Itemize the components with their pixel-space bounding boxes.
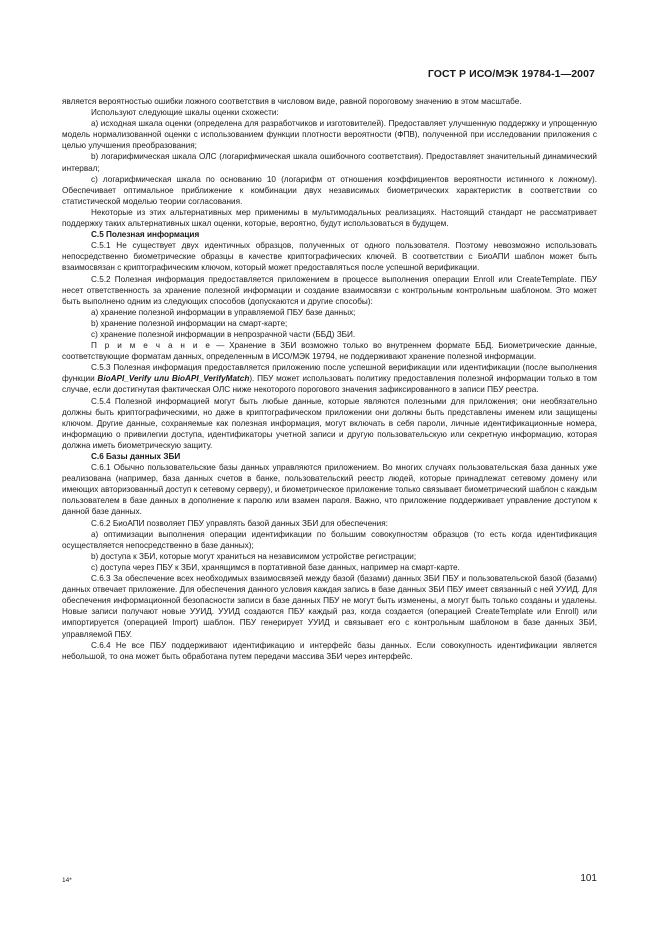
paragraph: С.5.4 Полезной информацией могут быть любые данные, которые являются полезными для приложения; они необязательно должны быть криптографическими, но даже в криптографическом приложении они должны быть представлены именем или защищены ключом. Другие данные, сохраняемые как полезная информация, могут включать в себя пароли, личные идентификационные номера, информацию о привилегии доступа, идентификаторы учетной записи и другую пользовательскую или секретную информацию, которая должна иметь биометрическую защиту.: [62, 396, 597, 450]
note-label: П р и м е ч а н и е: [91, 341, 212, 351]
paragraph: С.6.2 БиоАПИ позволяет ПБУ управлять базой данных ЗБИ для обеспечения:: [91, 518, 388, 528]
list-item: b) хранение полезной информации на смарт-карте;: [91, 318, 288, 328]
list-item: c) логарифмическая шкала по основанию 10 (логарифм от отношения коэффициентов вероятности истинного к ложному). Обеспечивает оптимальное приближение к комбинации двух независимых биометрических характеристик в соответствии со статистической моделью теории согласования.: [62, 174, 597, 206]
list-item: c) доступа через ПБУ к ЗБИ, хранящимся в портативной базе данных, например на смарт-карте.: [91, 562, 460, 572]
paragraph: С.5.2 Полезная информация предоставляется приложением в процессе выполнения операции Enroll или CreateTemplate. ПБУ несет ответственность за хранение полезной информации и создание взаимосвязи с контрольным контрольным шаблоном. Это может быть выполнено одним из следующих способов (допускаются и другие способы):: [62, 274, 597, 306]
list-item: a) исходная шкала оценки (определена для разработчиков и изготовителей). Предоставляет улучшенную поддержку и упрощенную модель нормализованной оценки с использованием функции плотности вероятности (ФПВ), полученной при исследовании приложения с целью улучшения преобразования;: [62, 119, 597, 151]
note: [62, 340, 597, 362]
page-number: 101: [580, 873, 597, 884]
paragraph: является вероятностью ошибки ложного соответствия в числовом виде, равной пороговому значению в этом масштабе.: [62, 97, 522, 106]
paragraph: С.6.3 За обеспечение всех необходимых взаимосвязей между базой (базами) данных ЗБИ ПБУ и пользовательской базой (базами) данных отвечает приложение. Для обеспечения данного условия каждая запись в базе данных ЗБИ ПБУ имеет связанный с ней УУИД. Для обеспечения информационной безопасности записи в базе данных ПБУ не могут быть изменены, а могут быть только созданы и удалены. Новые записи получают новые УУИД. УУИД создаются ПБУ каждый раз, когда создается (операцией CreateTemplate или Enroll) или импортируется (операцией Import) шаблон. ПБУ генерирует УУИД и связывает его с контрольным шаблоном в базе данных ЗБИ, управляемой ПБУ.: [62, 574, 597, 639]
section-heading-c5: С.5 Полезная информация: [91, 230, 200, 240]
paragraph: С.5.1 Не существует двух идентичных образцов, полученных от одного пользователя. Поэтому невозможно использовать непосредственно биометрические образцы в качестве криптографических ключей. В соответствии с БиоАПИ шаблон может быть взаимосвязан с криптографическим ключом, который может предоставляться после успешной верификации.: [62, 241, 597, 273]
signature-mark: 14*: [62, 877, 72, 884]
document-body: [62, 96, 597, 662]
paragraph: [62, 362, 597, 395]
list-item: b) доступа к ЗБИ, которые могут храниться на независимом устройстве регистрации;: [91, 551, 417, 561]
paragraph: Некоторые из этих альтернативных мер применимы в мультимодальных реализациях. Настоящий стандарт не рассматривает поддержку таких альтернативных шкал оценки, которые, вероятно, будут использоваться в будущем.: [62, 207, 597, 229]
function-names: BioAPI_Verify или BioAPI_VerifyMatch: [97, 374, 250, 384]
paragraph: Используют следующие шкалы оценки схожести:: [91, 108, 279, 118]
paragraph-text: ). ПБУ может использовать политику предоставления полезной информации только в том случае, если достигнутая фактическая ОЛС ниже некоторого порогового значения зафиксированного в записи ПБУ реестра.: [62, 374, 598, 395]
list-item: a) хранение полезной информации в управляемой ПБУ базе данных;: [91, 307, 356, 317]
list-item: a) оптимизации выполнения операции идентификации по большим совокупностям образцов (то есть когда идентификация осуществляется непосредственно в базе данных);: [62, 529, 597, 550]
paragraph-text: С.5.3 Полезная информация предоставляется приложению после успешной верификации или идентификации (после выполнения функции: [62, 363, 597, 384]
list-item: c) хранение полезной информации в непрозрачной части (ББД) ЗБИ.: [91, 329, 356, 339]
paragraph: С.6.1 Обычно пользовательские базы данных управляются приложением. Во многих случаях пользовательская база данных уже реализована (например, база данных счетов в банке, пользовательский реестр людей, которые принадлежат сетевому домену или имеющих авторизованный доступ к сетевому серверу), и биометрическое приложение только связывает биометрический шаблон с каждым пользователем в базе данных в дополнение к паролю или взамен пароля. Важно, что приложение поддерживает управление доступом к данной базе данных.: [62, 463, 597, 517]
note-text: — Хранение в ЗБИ возможно только во внутреннем формате ББД. Биометрические данные, соответствующие форматам данных, определенным в ИСО/МЭК 19794, не поддерживают хранение полезной информации.: [62, 341, 597, 362]
paragraph: С.6.4 Не все ПБУ поддерживают идентификацию и интерфейс базы данных. Если совокупность идентификации является небольшой, то она может быть обработана путем передачи массива ЗБИ через интерфейс.: [62, 640, 597, 661]
section-heading-c6: С.6 Базы данных ЗБИ: [91, 452, 181, 461]
standard-header: ГОСТ Р ИСО/МЭК 19784-1—2007: [427, 68, 595, 80]
list-item: b) логарифмическая шкала ОЛС (логарифмическая шкала ошибочного соответствия). Предоставляет значительный динамический интервал;: [62, 152, 597, 173]
